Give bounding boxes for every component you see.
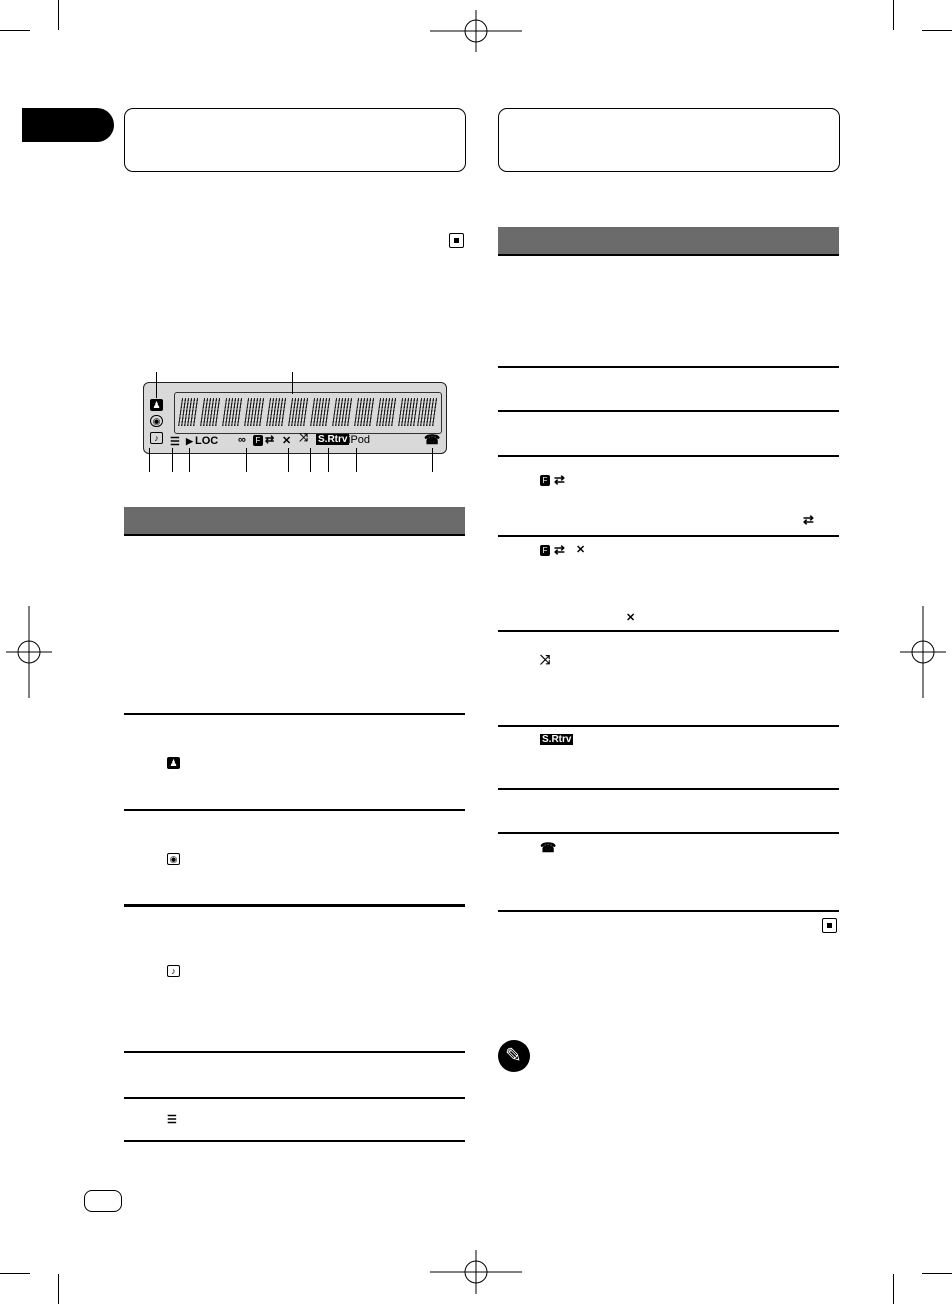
- loc-indicator: LOC: [195, 435, 219, 447]
- random-icon: ✕: [626, 612, 636, 624]
- crop-mark: [0, 30, 30, 31]
- crop-mark: [58, 0, 59, 30]
- crop-mark: [58, 1274, 59, 1304]
- registration-mark: [430, 10, 522, 52]
- list-icon: ☰: [170, 436, 180, 448]
- crop-mark: [922, 30, 952, 31]
- play-icon: ▶: [186, 436, 193, 446]
- repeat-icon: ⇄: [554, 472, 565, 487]
- important-icon: [498, 1040, 530, 1072]
- right-table-rule: [498, 366, 839, 368]
- crop-mark: [893, 1274, 894, 1304]
- callout-line: [149, 448, 150, 472]
- right-table-rule: [498, 455, 839, 457]
- repeat-icon: ⇄: [554, 542, 565, 557]
- right-table-header: [498, 227, 839, 254]
- right-table-rule: [498, 832, 839, 834]
- person-icon: ♟: [167, 757, 180, 769]
- left-table-rule: [124, 1140, 465, 1142]
- shuffle-icon: ⤨: [540, 652, 551, 667]
- stop-icon: [822, 918, 837, 933]
- crop-mark: [922, 1273, 952, 1274]
- crop-mark: [893, 0, 894, 30]
- callout-line: [246, 448, 247, 472]
- left-table-rule: [124, 534, 465, 536]
- note-icon: ♪: [150, 432, 163, 444]
- stereo-icon: ∞: [238, 434, 246, 446]
- registration-mark: [430, 1250, 522, 1294]
- callout-line: [328, 448, 329, 472]
- random-icon: ✕: [282, 435, 292, 447]
- callout-line: [189, 448, 190, 472]
- right-table-rule: [498, 535, 839, 537]
- ipod-indicator: iPod: [348, 434, 371, 446]
- list-icon: ☰: [167, 1114, 177, 1126]
- disc-icon: ◉: [150, 415, 163, 427]
- note-icon: ♪: [167, 965, 180, 977]
- left-table-rule: [124, 904, 465, 907]
- repeat-icon: ⇄: [265, 434, 275, 446]
- srtrv-indicator: S.Rtrv: [318, 434, 348, 445]
- chapter-tab: [22, 108, 114, 142]
- left-table-rule: [124, 809, 465, 811]
- callout-line: [292, 372, 293, 394]
- repeat-icon: ⇄: [803, 512, 814, 527]
- shuffle-icon: ⤨: [299, 432, 308, 444]
- phone-icon: ☎: [424, 432, 441, 447]
- page-number-badge: [84, 1190, 122, 1212]
- registration-mark: [6, 606, 52, 698]
- phone-icon: ☎: [540, 840, 557, 855]
- person-icon: ♟: [150, 399, 163, 411]
- sound-retriever-icon: S.Rtrv: [542, 734, 572, 745]
- right-table-rule: [498, 725, 839, 727]
- right-table-rule: [498, 910, 839, 912]
- callout-line: [156, 372, 157, 398]
- left-table-header: [124, 507, 465, 534]
- left-section-header: [124, 108, 466, 172]
- crop-mark: [0, 1273, 30, 1274]
- callout-line: [172, 448, 173, 472]
- right-section-header: [498, 108, 840, 172]
- left-table-rule: [124, 713, 465, 715]
- right-table-rule: [498, 788, 839, 790]
- left-table-rule: [124, 1051, 465, 1053]
- callout-line: [288, 448, 289, 472]
- callout-line: [356, 448, 357, 472]
- registration-mark: [900, 606, 946, 698]
- folder-repeat-icon: F: [540, 475, 550, 486]
- folder-random-icon: F: [540, 545, 550, 556]
- random-icon: ✕: [576, 544, 586, 556]
- right-table-rule: [498, 410, 839, 412]
- callout-line: [310, 448, 311, 472]
- disc-icon: ◉: [167, 853, 180, 865]
- right-table-rule: [498, 630, 839, 632]
- left-table-rule: [124, 1097, 465, 1099]
- right-table-rule: [498, 254, 839, 256]
- stop-icon: [449, 233, 464, 248]
- folder-repeat-icon: F: [253, 435, 263, 446]
- callout-line: [432, 448, 433, 472]
